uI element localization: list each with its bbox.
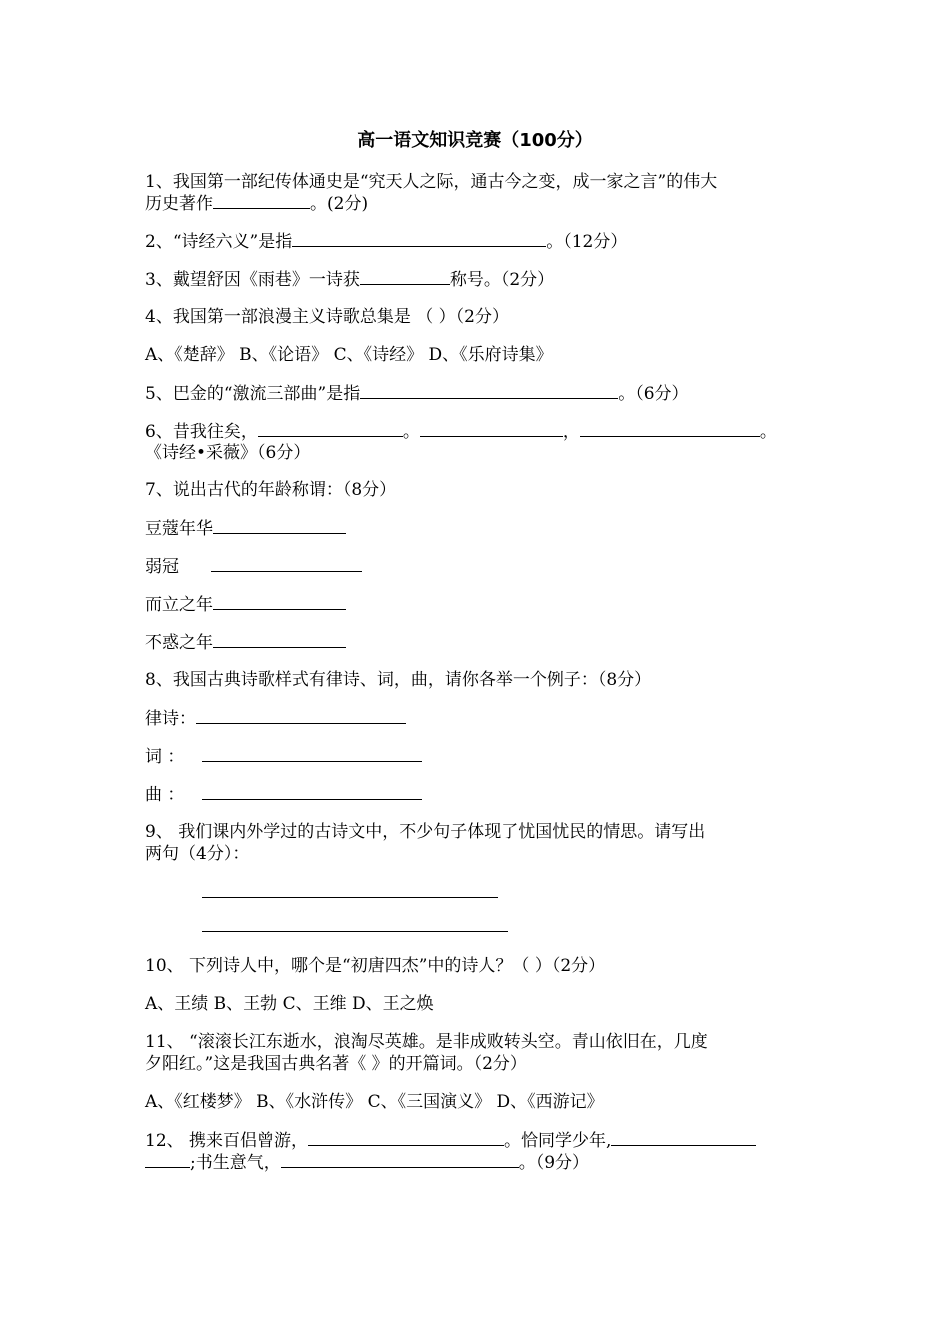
question-7-item-4 (145, 630, 346, 655)
question-6-sep: ， (562, 422, 580, 442)
question-10: 10、 下列诗人中，哪个是“初唐四杰”中的诗人？（ ）（2分） (145, 956, 606, 976)
question-1-line-2 (145, 191, 368, 216)
answer-blank[interactable] (213, 516, 346, 534)
question-8-item-2 (145, 744, 422, 769)
question-6-text: 6、昔我往矣， (145, 422, 258, 442)
answer-blank[interactable] (202, 914, 508, 932)
question-5 (145, 381, 689, 406)
answer-blank[interactable] (611, 1128, 756, 1146)
question-9-answer-2 (202, 914, 508, 939)
question-3-text: 3、戴望舒因《雨巷》一诗获 (145, 270, 360, 290)
age-term: 不惑之年 (145, 633, 213, 653)
answer-blank[interactable] (202, 782, 422, 800)
answer-blank[interactable] (580, 419, 760, 437)
question-9-line-1: 9、 我们课内外学过的古诗文中，不少句子体现了忧国忧民的情思。请写出 (145, 822, 706, 842)
question-7-item-3 (145, 592, 346, 617)
question-2-score: 。（12分） (546, 232, 628, 252)
answer-blank[interactable] (360, 381, 618, 399)
question-12-text: 。恰同学少年, (504, 1131, 612, 1151)
question-5-score: 。（6分） (618, 384, 689, 404)
answer-blank[interactable] (202, 744, 422, 762)
question-9-line-2: 两句（4分）： (145, 844, 250, 864)
answer-blank[interactable] (420, 419, 563, 437)
question-1-text: 历史著作 (145, 194, 213, 214)
question-12-score: 。（9分） (518, 1153, 590, 1173)
question-10-options: A、王绩 B、王勃 C、王维 D、王之焕 (145, 994, 434, 1014)
poem-type: 律诗： (145, 709, 196, 729)
question-12-line-2 (145, 1150, 589, 1175)
answer-blank[interactable] (360, 267, 450, 285)
question-7-item-1 (145, 516, 346, 541)
question-11-options: A、《红楼梦》 B、《水浒传》 C、《三国演义》 D、《西游记》 (145, 1092, 604, 1112)
question-11-line-1: 11、 “滚滚长江东逝水，浪淘尽英雄。是非成败转头空。青山依旧在，几度 (145, 1032, 708, 1052)
age-term: 弱冠 (145, 557, 179, 577)
question-2 (145, 229, 627, 254)
poem-type: 词 ： (145, 747, 185, 767)
question-6-sep: 。 (759, 422, 777, 442)
poem-type: 曲 ： (145, 785, 185, 805)
page-title: 高一语文知识竞赛（100分） (357, 130, 593, 151)
question-6-line-2: 《诗经•采薇》（6分） (145, 443, 311, 463)
question-2-text: 2、“诗经六义”是指 (145, 232, 293, 252)
question-3-score: 称号。（2分） (449, 270, 555, 290)
question-4-options: A、《楚辞》 B、《论语》 C、《诗经》 D、《乐府诗集》 (145, 345, 553, 365)
question-6-sep: 。 (402, 422, 420, 442)
question-8: 8、我国古典诗歌样式有律诗、词，曲，请你各举一个例子：（8分） (145, 670, 652, 690)
question-5-text: 5、巴金的“激流三部曲”是指 (145, 384, 361, 404)
answer-blank[interactable] (145, 1150, 190, 1168)
question-3 (145, 267, 554, 292)
answer-blank[interactable] (281, 1150, 519, 1168)
question-12-text: ;书生意气， (190, 1153, 281, 1173)
question-4: 4、我国第一部浪漫主义诗歌总集是 （ ）（2分） (145, 307, 509, 327)
question-7: 7、说出古代的年龄称谓：（8分） (145, 480, 397, 500)
answer-blank[interactable] (258, 419, 403, 437)
answer-blank[interactable] (211, 554, 362, 572)
answer-blank[interactable] (308, 1128, 504, 1146)
question-1-line-1: 1、我国第一部纪传体通史是“究天人之际，通古今之变，成一家之言”的伟大 (145, 172, 718, 192)
answer-blank[interactable] (292, 229, 546, 247)
answer-blank[interactable] (196, 706, 406, 724)
answer-blank[interactable] (213, 191, 310, 209)
question-11-line-2: 夕阳红。”这是我国古典名著《 》的开篇词。（2分） (145, 1054, 527, 1074)
question-12-text: 12、 携来百侣曾游， (145, 1131, 309, 1151)
answer-blank[interactable] (213, 592, 346, 610)
age-term: 而立之年 (145, 595, 213, 615)
question-8-item-3 (145, 782, 422, 807)
question-7-item-2 (145, 554, 362, 579)
question-9-answer-1 (202, 880, 498, 905)
question-8-item-1 (145, 706, 406, 731)
answer-blank[interactable] (213, 630, 346, 648)
question-1-score: 。(2分) (310, 194, 369, 214)
answer-blank[interactable] (202, 880, 498, 898)
age-term: 豆蔻年华 (145, 519, 213, 539)
